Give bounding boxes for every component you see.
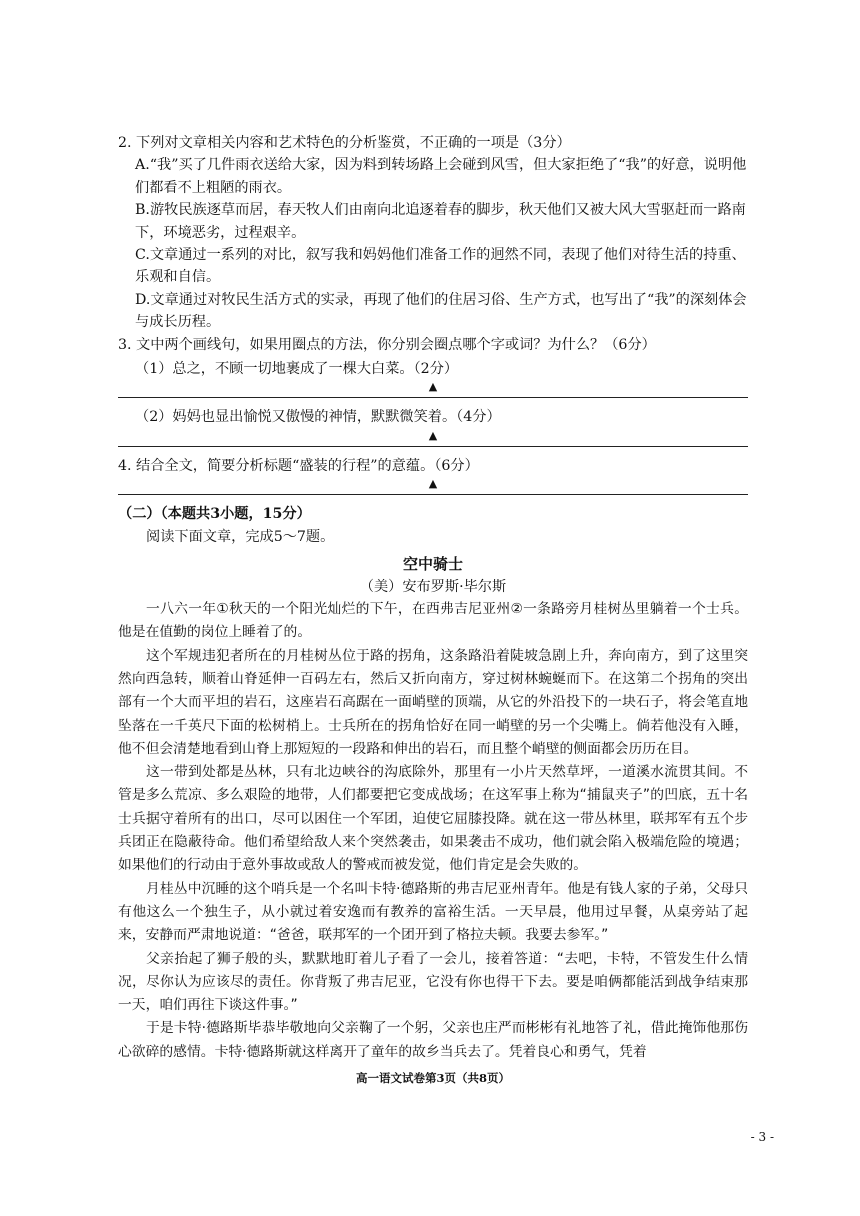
- option-label: B.: [135, 202, 150, 219]
- answer-marker-icon: ▲: [428, 477, 438, 491]
- article-paragraph: 这个军规违犯者所在的月桂树丛位于路的拐角，这条路沿着陡坡急剧上升，奔向南方，到了这里突然向西急转，顺着山脊延伸一百码左右，然后又折向南方，穿过树林蜿蜒而下。在这第二个拐角的突出部有一个大而平坦的岩石，这座岩石高踞在一面峭壁的顶端，从它的外沿投下的一块石子，将会笔直地坠落在一千英尺下面的松树梢上。士兵所在的拐角恰好在同一峭壁的另一个尖嘴上。倘若他没有入睡，他不但会清楚地看到山脊上那短短的一段路和伸出的岩石，而且整个峭壁的侧面都会历历在目。: [118, 647, 748, 757]
- article-author: （美）安布罗斯·毕尔斯: [359, 579, 507, 596]
- article-paragraph: 月桂丛中沉睡的这个哨兵是一个名叫卡特·德路斯的弗吉尼亚州青年。他是有钱人家的子弟，父母只有他这么一个独生子，从小就过着安逸而有教养的富裕生活。一天早晨，他用过早餐，从桌旁站了起来，安静而严肃地说道：“爸爸，联邦军的一个团开到了格拉夫顿。我要去参军。”: [118, 880, 748, 944]
- question-2-stem: 2. 下列对文章相关内容和艺术特色的分析鉴赏，不正确的一项是（3分）: [118, 135, 571, 151]
- answer-rule: [118, 397, 748, 398]
- option-label: A.: [135, 157, 150, 174]
- article-paragraph: 一八六一年①秋天的一个阳光灿烂的下午，在西弗吉尼亚州②一条路旁月桂树丛里躺着一个士兵。他是在值勤的岗位上睡着了的。: [118, 601, 748, 641]
- answer-marker-icon: ▲: [428, 380, 438, 394]
- option-label: C.: [135, 247, 150, 264]
- question-2-option-d: [118, 289, 748, 334]
- question-3-sub-1: （1）总之，不顾一切地裹成了一棵大白菜。（2分）: [135, 361, 459, 378]
- answer-line[interactable]: [118, 477, 748, 497]
- option-text: 文章通过一系列的对比，叙写我和妈妈他们准备工作的迥然不同，表现了他们对待生活的持重、乐观和自信。: [135, 247, 746, 286]
- option-text: 文章通过对牧民生活方式的实录，再现了他们的住居习俗、生产方式，也写出了“我”的深刻体会与成长历程。: [135, 291, 747, 331]
- exam-page-content: [118, 132, 748, 1086]
- article-paragraph: 父亲抬起了狮子般的头，默默地盯着儿子看了一会儿，接着答道：“去吧，卡特，不管发生什么情况，尽你认为应该尽的责任。你背叛了弗吉尼亚，它没有你也得干下去。要是咱俩都能活到战争结束那一天，咱们再往下谈这件事。”: [118, 950, 748, 1014]
- page-number: - 3 -: [750, 1130, 774, 1144]
- article-title: 空中骑士: [402, 555, 463, 574]
- question-2-option-a: [118, 154, 748, 199]
- answer-line[interactable]: [118, 429, 748, 449]
- page-footer: 高一语文试卷第3页（共8页）: [355, 1071, 510, 1086]
- option-text: 游牧民族逐草而居，春天牧人们由南向北追逐着春的脚步，秋天他们又被大风大雪驱赶而一路南下，环境恶劣，过程艰辛。: [135, 202, 746, 241]
- question-2-option-b: [118, 199, 748, 244]
- article-paragraph: 这一带到处都是丛林，只有北边峡谷的沟底除外，那里有一小片天然草坪，一道溪水流贯其间。不管是多么荒凉、多么艰险的地带，人们都要把它变成战场；在这军事上称为“捕鼠夹子”的凹底，五十名士兵据守着所有的出口，尽可以困住一个军团，迫使它屈膝投降。就在这一带丛林里，联邦军有五个步兵团正在隐蔽待命。他们希望给敌人来个突然袭击，如果袭击不成功，他们就会陷入极端危险的境遇；如果他们的行动由于意外事故或敌人的警戒而被发觉，他们肯定是会失败的。: [118, 764, 748, 874]
- answer-marker-icon: ▲: [428, 428, 438, 442]
- answer-line[interactable]: [118, 380, 748, 400]
- question-3-sub-2: （2）妈妈也显出愉悦又傲慢的神情，默默微笑着。（4分）: [135, 409, 501, 426]
- option-label: D.: [135, 291, 151, 308]
- section-2-heading: （二）（本题共3小题，15分）: [118, 506, 311, 523]
- section-2-instruction: 阅读下面文章，完成5～7题。: [146, 528, 335, 545]
- answer-rule: [118, 494, 748, 495]
- answer-rule: [118, 446, 748, 447]
- question-3-stem: 3. 文中两个画线句，如果用圈点的方法，你分别会圈点哪个字或词？为什么？（6分）: [118, 336, 656, 353]
- option-text: “我”买了几件雨衣送给大家，因为料到转场路上会碰到风雪，但大家拒绝了“我”的好意，说明他们都看不上粗陋的雨衣。: [135, 157, 747, 196]
- article-paragraph: 于是卡特·德路斯毕恭毕敬地向父亲鞠了一个躬，父亲也庄严而彬彬有礼地答了礼，借此掩饰他那伤心欲碎的感情。卡特·德路斯就这样离开了童年的故乡当兵去了。凭着良心和勇气，凭着: [118, 1020, 748, 1060]
- question-4-stem: 4. 结合全文，简要分析标题“盛装的行程”的意蕴。（6分）: [118, 457, 479, 474]
- question-2-option-c: [118, 244, 748, 289]
